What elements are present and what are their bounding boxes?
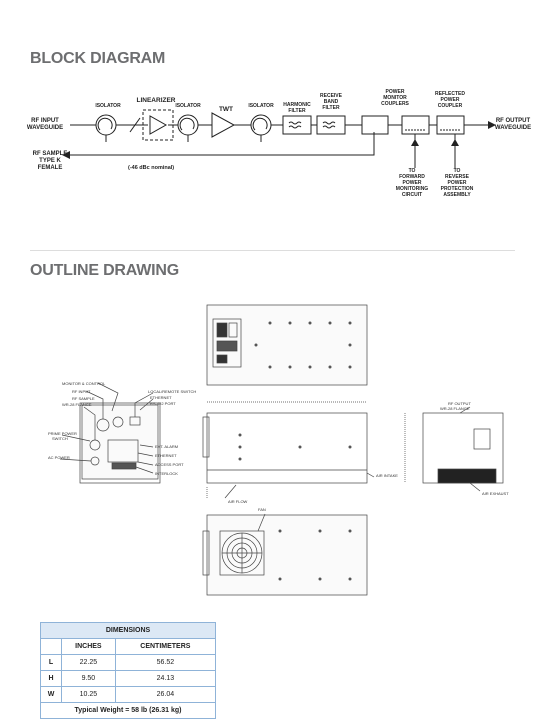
callout-air-flow: AIR FLOW — [228, 499, 248, 504]
harmonic-filter-label: HARMONIC FILTER — [283, 102, 311, 114]
rf-output-flange — [474, 429, 490, 449]
typical-weight: Typical Weight = 58 lb (26.31 kg) — [41, 703, 216, 719]
dimensions-table — [40, 622, 216, 719]
reverse-power-protection-label: TO REVERSE POWER PROTECTION ASSEMBLY — [440, 168, 474, 198]
twt-label: TWT — [218, 106, 234, 113]
block-diagram-heading: BLOCK DIAGRAM — [30, 50, 166, 67]
outline-drawing-heading: OUTLINE DRAWING — [30, 262, 179, 279]
table-row: H 9.50 24.13 — [41, 671, 216, 687]
table-row: W 10.25 26.04 — [41, 687, 216, 703]
callout-ethernet: ETHERNET — [155, 453, 177, 458]
sample-level-label: (-46 dBc nominal) — [128, 165, 175, 171]
sample-coupler-box — [362, 116, 388, 134]
callout-rf-input: RF INPUT — [72, 389, 91, 394]
reflected-power-coupler-label: REFLECTED POWER COUPLER — [435, 91, 465, 109]
rf-sample-line — [70, 132, 374, 155]
linearizer-amp — [150, 116, 166, 134]
callout-ethernet-top: ETHERNET — [150, 395, 172, 400]
air-exhaust-vent — [438, 469, 496, 483]
outline-drawing — [0, 295, 545, 615]
callout-rf-output: RF OUTPUT WR-28 FLANGE — [440, 401, 471, 411]
linearizer-label: LINEARIZER — [136, 97, 176, 104]
callout-switch: SWITCH — [52, 436, 68, 441]
callout-air-intake: AIR INTAKE — [376, 473, 398, 478]
isolator-2-label: ISOLATOR — [175, 103, 201, 109]
callout-wr28-flange: WR-28 FLANGE — [62, 402, 92, 407]
inches-header: INCHES — [62, 639, 116, 655]
callout-ext-alarm: EXT. ALARM — [155, 444, 179, 449]
isolator-3-label: ISOLATOR — [248, 103, 274, 109]
power-monitor-couplers-label: POWER MONITOR COUPLERS — [381, 89, 409, 107]
harmonic-filter-box — [283, 116, 311, 134]
rf-input-label: RF INPUT WAVEGUIDE — [26, 118, 64, 131]
bottom-view-chassis — [207, 515, 367, 595]
reflected-coupler-box — [437, 116, 464, 134]
forward-arrow — [411, 139, 419, 146]
callout-fan: FAN — [258, 507, 266, 512]
callout-monitor-control: MONITOR & CONTROL — [62, 381, 106, 386]
blank-header — [41, 639, 62, 655]
receive-band-filter-label: RECEIVE BAND FILTER — [320, 93, 342, 111]
callout-prime-power: PRIME POWER — [48, 431, 77, 436]
isolator-1-arrow — [98, 118, 112, 130]
table-row: L 22.25 56.52 — [41, 655, 216, 671]
forward-coupler-box — [402, 116, 429, 134]
twt-amp — [212, 113, 234, 137]
centimeters-header: CENTIMETERS — [115, 639, 215, 655]
dimensions-title: DIMENSIONS — [41, 623, 216, 639]
reverse-arrow — [451, 139, 459, 146]
section-divider — [30, 250, 515, 251]
isolator-1-label: ISOLATOR — [95, 103, 121, 109]
rf-output-label: RF OUTPUT WAVEGUIDE — [494, 118, 532, 131]
forward-power-monitoring-label: TO FORWARD POWER MONITORING CIRCUIT — [395, 168, 429, 198]
callout-rf-sample: RF SAMPLE — [72, 396, 95, 401]
receive-band-filter-box — [317, 116, 345, 134]
callout-ac-power: AC POWER — [48, 455, 70, 460]
callout-rs422: RS-422 PORT — [150, 401, 176, 406]
callout-air-exhaust: AIR EXHAUST — [482, 491, 509, 496]
callout-access-port: ACCESS PORT — [155, 462, 184, 467]
callout-local-remote: LOCAL/REMOTE SWITCH — [148, 389, 197, 394]
rf-sample-label: RF SAMPLE TYPE K FEMALE — [32, 151, 68, 171]
callout-interlock: INTERLOCK — [155, 471, 178, 476]
side-view-chassis — [207, 413, 367, 483]
